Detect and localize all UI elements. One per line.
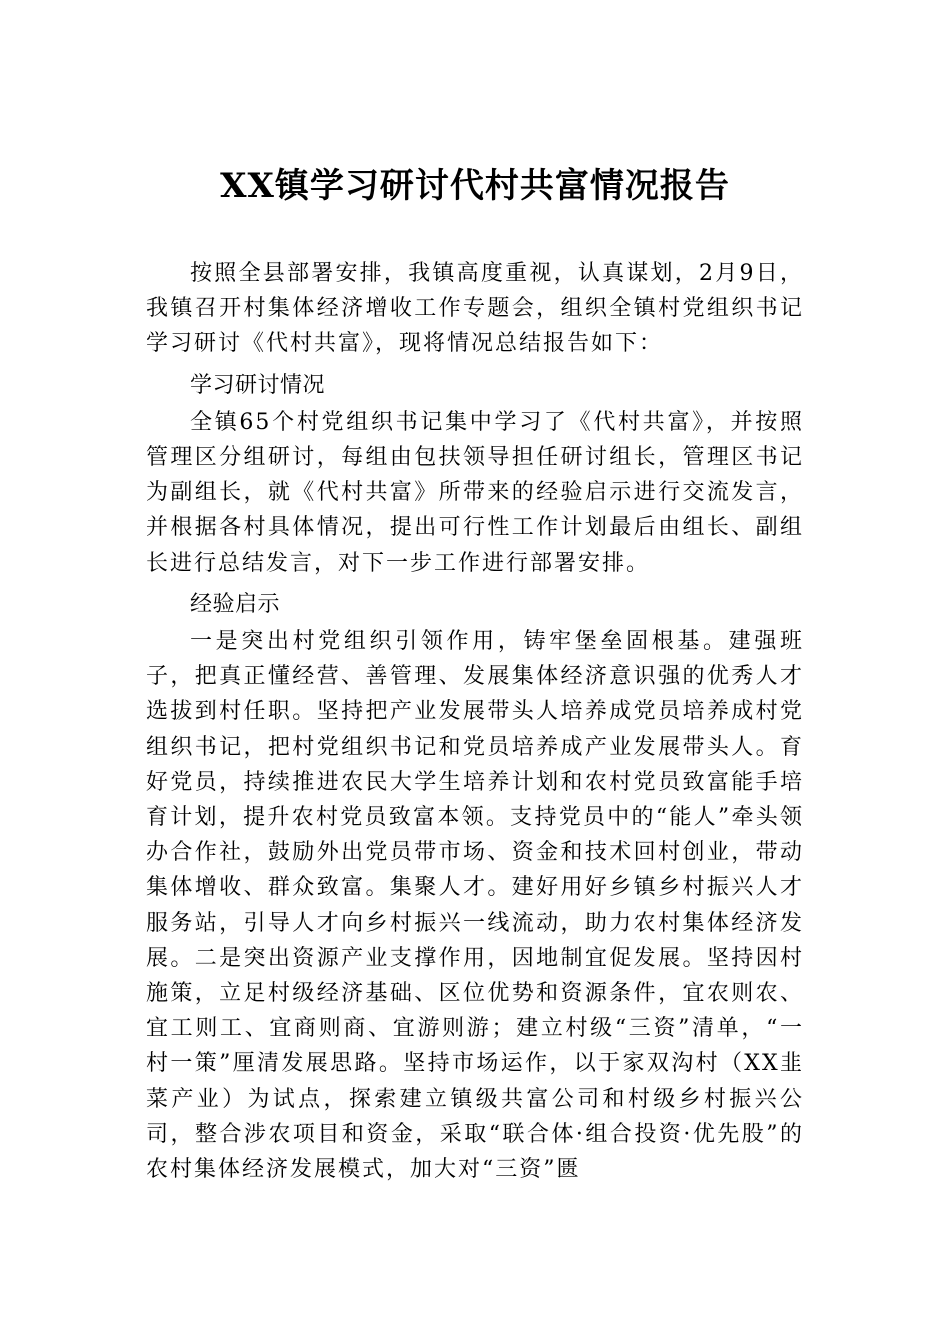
document-title: XX镇学习研讨代村共富情况报告 bbox=[220, 166, 730, 206]
document-body bbox=[146, 256, 804, 1187]
section-heading-experience: 经验启示 bbox=[190, 591, 281, 617]
intro-paragraph: 按照全县部署安排，我镇高度重视，认真谋划，2月9日，我镇召开村集体经济增收工作专题会，组织全镇村党组织书记学习研讨《代村共富》，现将情况总结报告如下： bbox=[146, 261, 804, 357]
study-paragraph: 全镇65个村党组织书记集中学习了《代村共富》，并按照管理区分组研讨，每组由包扶领导担任研讨组长，管理区书记为副组长，就《代村共富》所带来的经验启示进行交流发言，并根据各村具体情况，提出可行性工作计划最后由组长、副组长进行总结发言，对下一步工作进行部署安排。 bbox=[146, 409, 804, 576]
section-heading-study: 学习研讨情况 bbox=[190, 372, 326, 398]
experience-paragraph: 一是突出村党组织引领作用，铸牢堡垒固根基。建强班子，把真正懂经营、善管理、发展集体经济意识强的优秀人才选拔到村任职。坚持把产业发展带头人培养成党员培养成村党组织书记，把村党组织书记和党员培养成产业发展带头人。育好党员，持续推进农民大学生培养计划和农村党员致富能手培育计划，提升农村党员致富本领。支持党员中的“能人”牵头领办合作社，鼓励外出党员带市场、资金和技术回村创业，带动集体增收、群众致富。集聚人才。建好用好乡镇乡村振兴人才服务站，引导人才向乡村振兴一线流动，助力农村集体经济发展。二是突出资源产业支撑作用，因地制宜促发展。坚持因村施策，立足村级经济基础、区位优势和资源条件，宜农则农、宜工则工、宜商则商、宜游则游；建立村级“三资”清单，“一村一策”厘清发展思路。坚持市场运作，以于家双沟村（XX韭菜产业）为试点，探索建立镇级共富公司和村级乡村振兴公司，整合涉农项目和资金，采取“联合体·组合投资·优先股”的农村集体经济发展模式，加大对“三资”匮 bbox=[146, 629, 804, 1183]
